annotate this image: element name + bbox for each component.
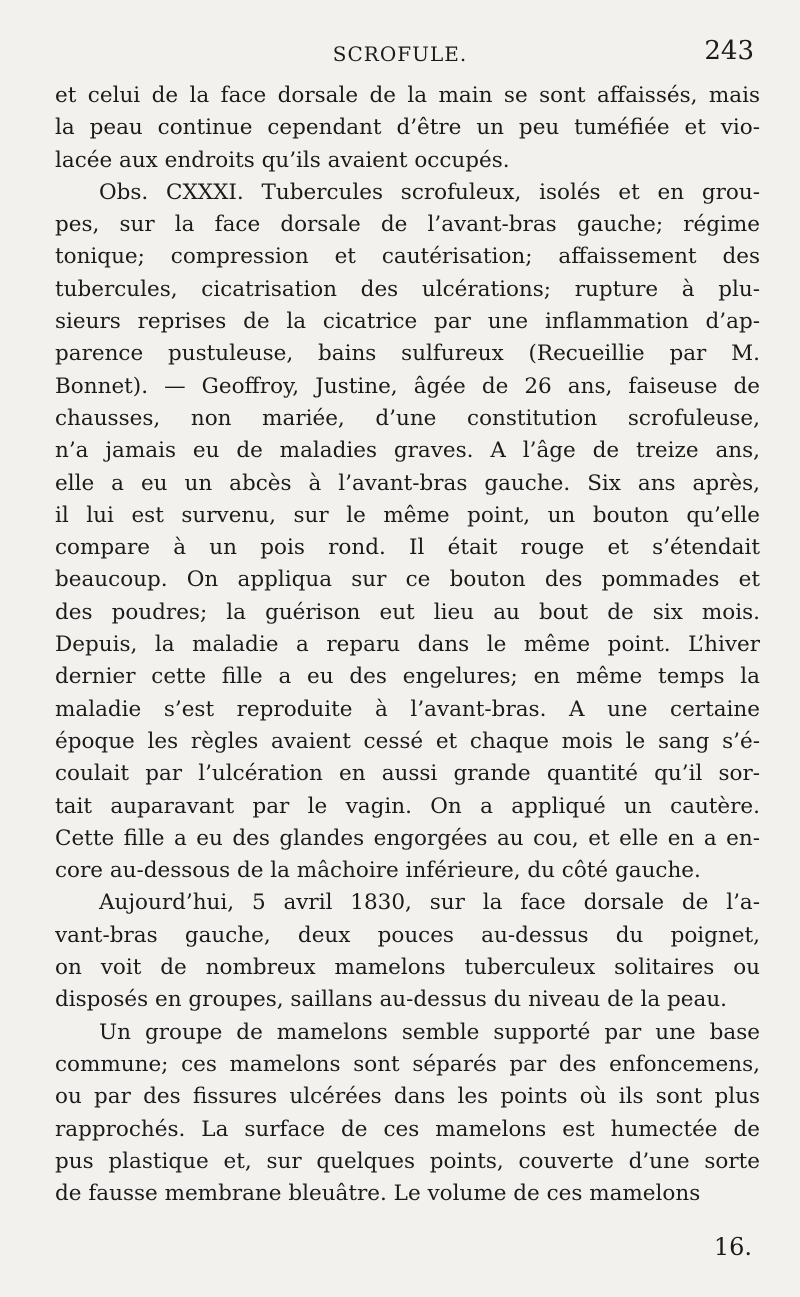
text-line: il lui est survenu, sur le même point, un bouton qu’elle (55, 502, 760, 528)
text-line: maladie s’est reproduite à l’avant-bras. A une certaine (55, 696, 760, 722)
text-line: des poudres; la guérison eut lieu au bout de six mois. (55, 599, 760, 625)
text-line: Cette fille a eu des glandes engorgées au cou, et elle en a en- (55, 825, 760, 851)
running-title: SCROFULE. (332, 42, 468, 66)
text-line: de fausse membrane bleuâtre. Le volume de ces mamelons (55, 1181, 701, 1207)
text-line: pes, sur la face dorsale de l’avant-bras gauche; régime (55, 212, 760, 238)
text-line: core au-dessous de la mâchoire inférieure, du côté gauche. (55, 858, 701, 884)
text-line: lacée aux endroits qu’ils avaient occupés. (55, 147, 510, 173)
page-header (0, 36, 800, 78)
text-line: sieurs reprises de la cicatrice par une inflammation d’ap- (55, 309, 760, 335)
text-line: Bonnet). — Geoffroy, Justine, âgée de 26 ans, faiseuse de (55, 373, 760, 399)
text-line: et celui de la face dorsale de la main se sont affaissés, mais (55, 83, 760, 108)
text-line: Obs. CXXXI. Tubercules scrofuleux, isolés et en grou- (99, 179, 760, 205)
text-line: tait auparavant par le vagin. On a appliqué un cautère. (55, 793, 760, 819)
text-line: compare à un pois rond. Il était rouge et s’étendait (55, 535, 760, 561)
text-line: Un groupe de mamelons semble supporté par une base (99, 1019, 760, 1045)
text-line: beaucoup. On appliqua sur ce bouton des pommades et (55, 567, 760, 593)
text-line: tonique; compression et cautérisation; affaissement des (55, 244, 760, 270)
text-line: la peau continue cependant d’être un peu tuméfiée et vio- (55, 115, 760, 141)
text-line: vant-bras gauche, deux pouces au-dessus du poignet, (55, 922, 760, 948)
text-line: chausses, non mariée, d’une constitution scrofuleuse, (55, 405, 760, 431)
text-line: ou par des fissures ulcérées dans les points où ils sont plus (55, 1084, 760, 1110)
text-line: pus plastique et, sur quelques points, couverte d’une sorte (55, 1148, 760, 1174)
text-line: Depuis, la maladie a reparu dans le même point. L’hiver (55, 632, 760, 658)
text-line: époque les règles avaient cessé et chaque mois le sang s’é- (55, 728, 760, 754)
text-line: rapprochés. La surface de ces mamelons est humectée de (55, 1116, 760, 1142)
text-line: n’a jamais eu de maladies graves. A l’âge de treize ans, (55, 438, 760, 464)
text-line: tubercules, cicatrisation des ulcérations; rupture à plu- (55, 276, 760, 302)
signature-mark: 16. (713, 1233, 752, 1261)
text-line: on voit de nombreux mamelons tuberculeux solitaires ou (55, 955, 760, 981)
text-line: dernier cette fille a eu des engelures; en même temps la (55, 664, 760, 690)
page-number: 243 (704, 36, 754, 66)
text-line: commune; ces mamelons sont séparés par des enfoncemens, (55, 1051, 760, 1077)
text-line: coulait par l’ulcération en aussi grande quantité qu’il sor- (55, 761, 760, 787)
text-line: disposés en groupes, saillans au-dessus du niveau de la peau. (55, 987, 728, 1013)
body-text (55, 80, 760, 1210)
text-line: Aujourd’hui, 5 avril 1830, sur la face dorsale de l’a- (99, 890, 760, 916)
text-line: parence pustuleuse, bains sulfureux (Recueillie par M. (55, 341, 760, 367)
text-line: elle a eu un abcès à l’avant-bras gauche. Six ans après, (55, 470, 760, 496)
